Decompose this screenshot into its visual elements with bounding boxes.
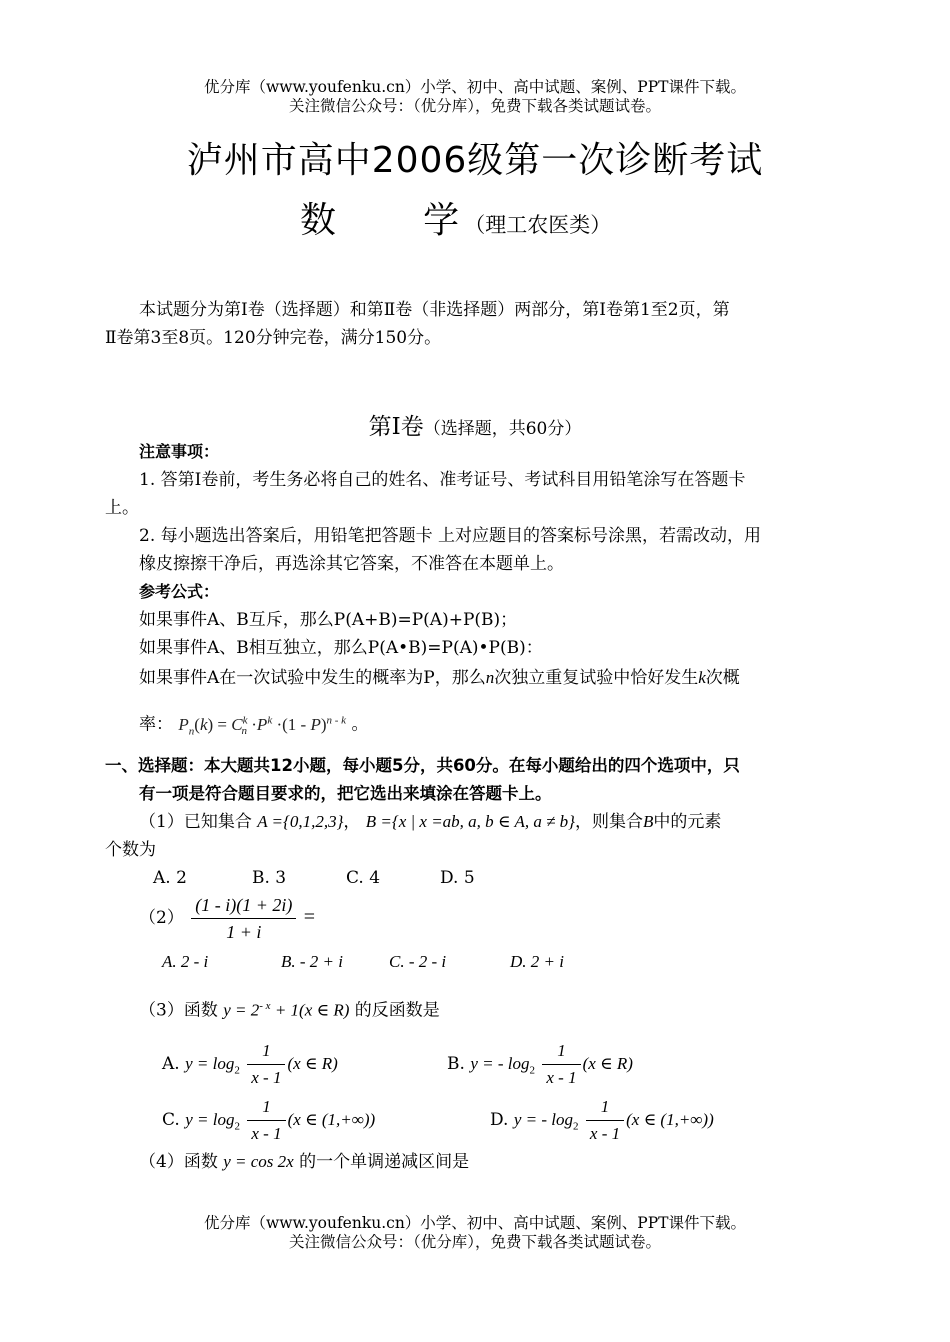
- q2-fraction: [191, 892, 296, 945]
- q1-tail-2: 中的元素: [653, 812, 722, 832]
- q1-option-b: B. 3: [252, 868, 287, 888]
- footer-line-1: 优分库（www.youfenku.cn）小学、初中、高中试题、案例、PPT课件下载。: [203, 1214, 747, 1232]
- subject-char-1: 数: [300, 200, 337, 241]
- q3-b-num: 1: [542, 1038, 580, 1065]
- q1-line-2: 个数为: [105, 840, 156, 860]
- formula-3-part-b: 次独立重复试验中恰好发生: [494, 668, 699, 688]
- header-line-1: 优分库（www.youfenku.cn）小学、初中、高中试题、案例、PPT课件下载。: [203, 78, 747, 96]
- q3-a-post: (x ∈ R): [287, 1054, 338, 1073]
- formulas-heading: 参考公式：: [139, 582, 220, 601]
- q1-set-b: B ={x | x =ab, a, b ∈ A, a ≠ b}: [365, 812, 575, 831]
- q2-equals: =: [303, 906, 316, 928]
- q2-numerator: (1 - i)(1 + 2i): [191, 892, 296, 919]
- formula-3-n: n: [485, 668, 495, 687]
- formula-4-end: 。: [351, 714, 369, 735]
- note-1-line-1: 1. 答第Ⅰ卷前，考生务必将自己的姓名、准考证号、考试科目用铅笔涂写在答题卡: [139, 470, 746, 490]
- q3-c-num: 1: [247, 1094, 285, 1121]
- section-title-main: 第Ⅰ卷: [368, 414, 424, 440]
- q3-c-label: C.: [162, 1110, 180, 1130]
- q3-a-base: 2: [234, 1064, 240, 1077]
- formula-3: [105, 664, 847, 692]
- q3-a-label: A.: [162, 1054, 180, 1074]
- q3-b-pre: y = - log: [470, 1054, 530, 1073]
- q3-c-den: x - 1: [251, 1124, 282, 1143]
- footer-line-2: 关注微信公众号：（优分库），免费下载各类试题试卷。: [288, 1233, 661, 1251]
- q2-option-a: A. 2 - i: [162, 952, 209, 971]
- q3-a-num: 1: [247, 1038, 285, 1065]
- q2-option-b: B. - 2 + i: [281, 952, 343, 971]
- q3-option-b: [447, 1038, 633, 1091]
- q1-set-a: A ={0,1,2,3}: [257, 812, 344, 831]
- formula-2: 如果事件A、B相互独立，那么P(A•B)=P(A)•P(B)：: [139, 638, 543, 658]
- intro-line-1: 本试题分为第Ⅰ卷（选择题）和第Ⅱ卷（非选择题）两部分，第Ⅰ卷第1至2页，第: [139, 300, 730, 320]
- q3-b-base: 2: [529, 1064, 535, 1077]
- q4-tail: 的一个单调递减区间是: [299, 1152, 470, 1172]
- q3-option-d: [490, 1094, 714, 1147]
- formula-3-part-a: 如果事件A在一次试验中发生的概率为P，那么: [139, 668, 486, 688]
- section-title-sub: （选择题，共60分）: [423, 419, 582, 439]
- section-title: [0, 408, 950, 441]
- q1-option-c: C. 4: [346, 868, 381, 888]
- question-1: [139, 808, 847, 836]
- note-2-line-2: 橡皮擦擦干净后，再选涂其它答案，不准答在本题单上。: [139, 554, 564, 574]
- q3-d-num: 1: [586, 1094, 624, 1121]
- q3-b-den: x - 1: [546, 1068, 577, 1087]
- q3-a-fraction: [247, 1038, 285, 1091]
- q3-c-pre: y = log: [185, 1110, 235, 1129]
- q1-b: B: [642, 812, 654, 831]
- q1-comma: ，: [343, 812, 361, 832]
- q3-number: （3）函数: [139, 1000, 218, 1021]
- question-2: [139, 892, 315, 945]
- q1-option-a: A. 2: [153, 868, 187, 888]
- q3-b-fraction: [542, 1038, 580, 1091]
- q2-option-c: C. - 2 - i: [389, 952, 447, 971]
- q1-tail-1: ，则集合: [574, 812, 643, 832]
- q2-denominator: 1 + i: [226, 922, 262, 942]
- note-1-line-2: 上。: [105, 498, 139, 518]
- q3-tail: 的反函数是: [354, 1000, 440, 1021]
- q3-a-pre: y = log: [185, 1054, 235, 1073]
- page-title: 泸州市高中2006级第一次诊断考试: [186, 140, 764, 181]
- q3-function: y = 2: [223, 1000, 260, 1020]
- subject-category: （理工农医类）: [464, 213, 612, 237]
- q3-c-post: (x ∈ (1,+∞)): [287, 1110, 376, 1129]
- q2-number: （2）: [139, 908, 184, 928]
- q3-exponent: - x: [259, 1000, 271, 1012]
- formula-1: 如果事件A、B互斥，那么P(A+B)=P(A)+P(B)；: [139, 610, 518, 630]
- notes-heading: 注意事项：: [139, 442, 220, 461]
- subject-char-2: 学: [423, 200, 460, 241]
- formula-3-k: k: [698, 668, 706, 687]
- part-1-line-1: 一、选择题：本大题共12小题，每小题5分，共60分。在每小题给出的四个选项中，只: [105, 756, 740, 775]
- q3-option-a: [162, 1038, 338, 1091]
- q3-d-fraction: [586, 1094, 624, 1147]
- q3-d-pre: y = - log: [513, 1110, 573, 1129]
- q3-b-label: B.: [447, 1054, 465, 1074]
- part-1-line-2: 有一项是符合题目要求的，把它选出来填涂在答题卡上。: [139, 784, 552, 803]
- binomial-formula: $P_n(k) = C^k_n \cdot P^k \cdot(1 - P)^{n - k}$: [178, 714, 347, 738]
- header-line-2: 关注微信公众号：（优分库），免费下载各类试题试卷。: [288, 97, 661, 115]
- q1-option-d: D. 5: [440, 868, 475, 888]
- q3-d-label: D.: [490, 1110, 509, 1130]
- subject-line: [300, 192, 611, 243]
- q4-number: （4）函数: [139, 1152, 218, 1172]
- intro-line-2: Ⅱ卷第3至8页。120分钟完卷，满分150分。: [105, 328, 442, 348]
- question-3: [139, 992, 440, 1025]
- q3-option-c: [162, 1094, 375, 1147]
- q3-d-post: (x ∈ (1,+∞)): [626, 1110, 714, 1129]
- q1-number: （1）已知集合: [139, 812, 252, 832]
- formula-3-part-c: 次概: [705, 668, 740, 688]
- q3-c-fraction: [247, 1094, 285, 1147]
- question-4: [139, 1148, 469, 1176]
- q4-function: y = cos 2x: [223, 1152, 294, 1171]
- formula-4-label: 率：: [139, 714, 173, 735]
- note-2-line-1: 2. 每小题选出答案后，用铅笔把答题卡 上对应题目的答案标号涂黑，若需改动，用: [139, 526, 762, 546]
- q3-c-base: 2: [234, 1120, 240, 1133]
- q3-a-den: x - 1: [251, 1068, 282, 1087]
- q2-option-d: D. 2 + i: [510, 952, 564, 971]
- q3-function-tail: + 1(x ∈ R): [270, 1000, 350, 1020]
- formula-4: [105, 706, 847, 745]
- q3-d-den: x - 1: [589, 1124, 621, 1143]
- q3-b-post: (x ∈ R): [582, 1054, 633, 1073]
- q3-d-base: 2: [573, 1120, 579, 1133]
